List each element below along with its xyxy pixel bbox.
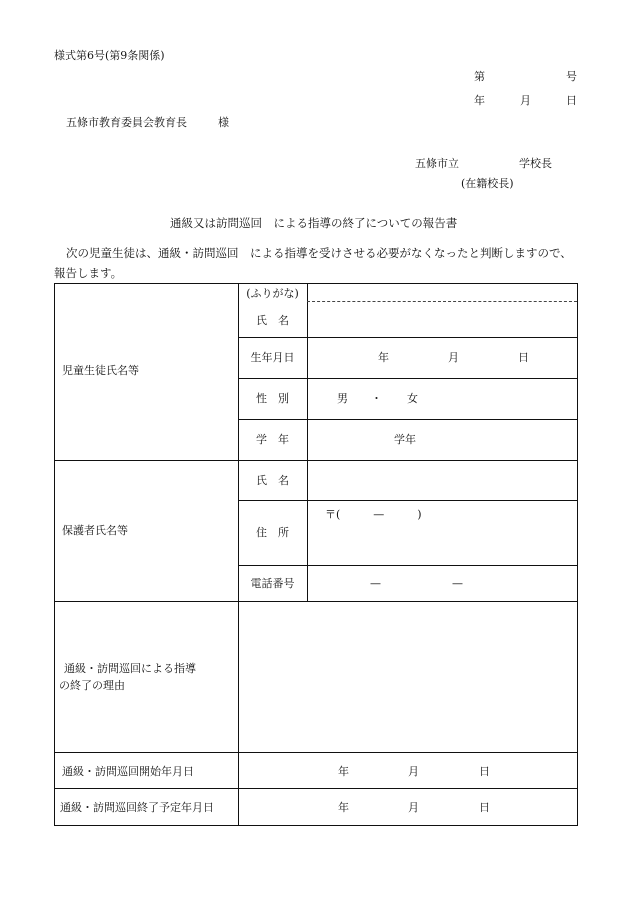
end-month: 月 [408, 801, 419, 814]
birth-year: 年 [378, 351, 389, 364]
row-line [54, 788, 578, 789]
grade-unit: 学年 [394, 433, 416, 446]
birth-day: 日 [518, 351, 529, 364]
addressee: 五條市教育委員会教育長 [66, 116, 187, 129]
phone-dash-2: — [452, 577, 463, 590]
school-prefix: 五條市立 [415, 157, 459, 170]
col-line [238, 283, 239, 826]
body-line-1: 次の児童生徒は、通級・訪問巡回 による指導を受けさせる必要がなくなったと判断しますので、 [66, 246, 572, 260]
date-day: 日 [566, 94, 577, 107]
student-section-label: 児童生徒氏名等 [62, 364, 139, 377]
phone-label: 電話番号 [250, 577, 295, 590]
grade-label: 学 年 [256, 433, 289, 446]
start-month: 月 [408, 765, 419, 778]
reason-label-line-2: の終了の理由 [59, 679, 125, 692]
end-year: 年 [338, 801, 349, 814]
form-number: 様式第6号(第9条関係) [54, 49, 165, 62]
start-date-label: 通級・訪問巡回開始年月日 [62, 765, 194, 778]
start-year: 年 [338, 765, 349, 778]
gender-dot: ・ [371, 392, 382, 405]
row-line [238, 419, 578, 420]
number-go: 号 [566, 70, 577, 83]
gender-label: 性 別 [256, 392, 289, 405]
address-label: 住 所 [256, 526, 289, 539]
number-dai: 第 [474, 70, 485, 83]
phone-dash-1: — [370, 577, 381, 590]
start-day: 日 [479, 765, 490, 778]
document-title: 通級又は訪問巡回 による指導の終了についての報告書 [170, 216, 458, 230]
col-line [307, 283, 308, 602]
table-border-bottom [54, 825, 578, 826]
table-border-left [54, 283, 55, 826]
table-border-top [54, 283, 578, 284]
row-line [54, 460, 578, 461]
furigana-divider [307, 301, 577, 302]
reason-label-line-1: 通級・訪問巡回による指導 [64, 662, 196, 675]
gender-male: 男 [337, 392, 348, 405]
table-border-right [577, 283, 578, 826]
end-day: 日 [479, 801, 490, 814]
row-line [238, 378, 578, 379]
student-name-label: 氏 名 [256, 314, 289, 327]
addressee-suffix: 様 [218, 116, 229, 129]
row-line [54, 601, 578, 602]
birthdate-label: 生年月日 [250, 351, 295, 364]
row-line [238, 565, 578, 566]
school-suffix: 学校長 [519, 157, 552, 170]
row-line [238, 337, 578, 338]
principal-note: (在籍校長) [461, 177, 514, 190]
date-month: 月 [520, 94, 531, 107]
gender-female: 女 [407, 392, 418, 405]
row-line [238, 500, 578, 501]
furigana-label: (ふりがな) [246, 287, 299, 300]
row-line [54, 752, 578, 753]
postal-code: 〒( — ) [325, 508, 422, 521]
end-date-label: 通級・訪問巡回終了予定年月日 [60, 801, 214, 814]
birth-month: 月 [448, 351, 459, 364]
guardian-name-label: 氏 名 [256, 474, 289, 487]
date-year: 年 [474, 94, 485, 107]
guardian-section-label: 保護者氏名等 [62, 524, 128, 537]
body-line-2: 報告します。 [54, 266, 123, 280]
